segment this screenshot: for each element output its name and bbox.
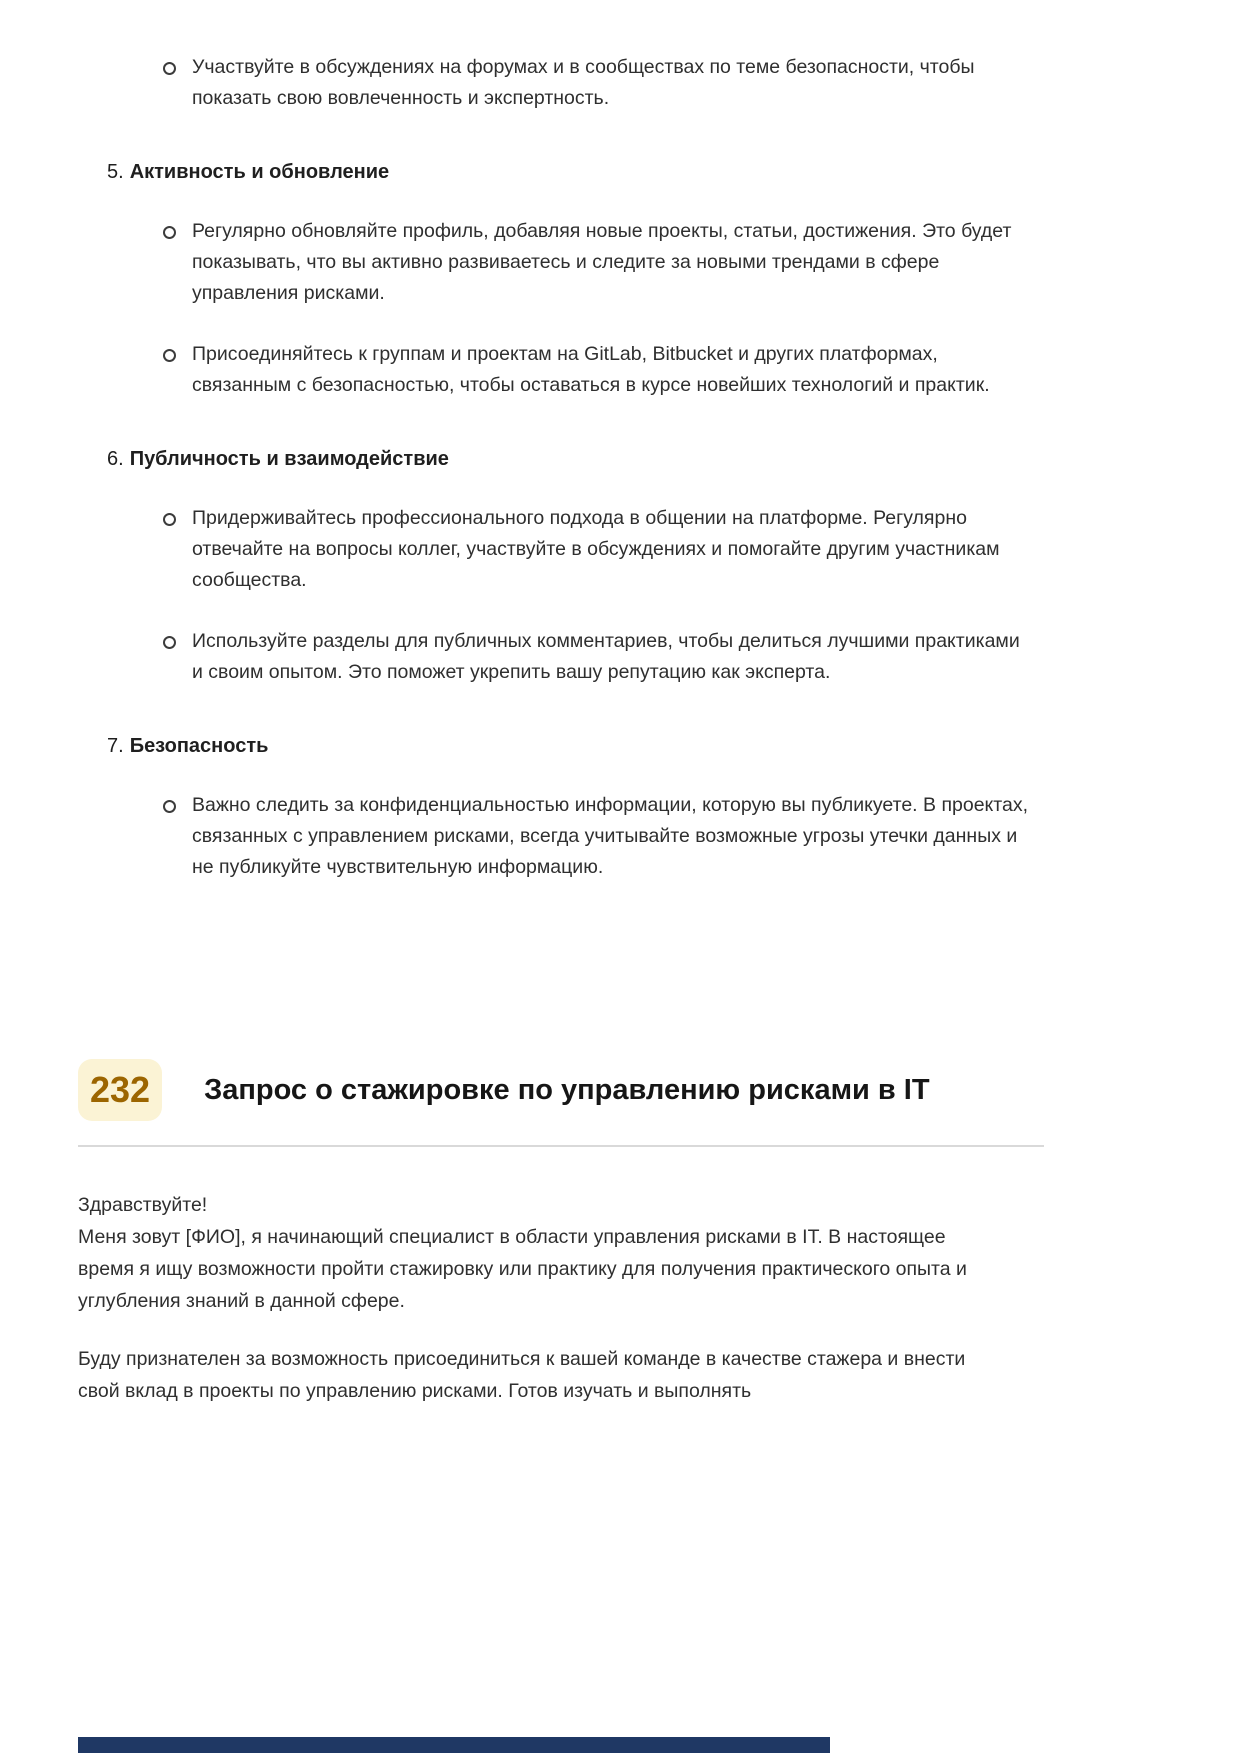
list-item xyxy=(163,339,1028,401)
circle-bullet-icon xyxy=(163,513,176,526)
letter-paragraph: Буду признателен за возможность присоединиться к вашей команде в качестве стажера и внести свой вклад в проекты по управлению рисками. Готов изучать и выполнять xyxy=(78,1348,966,1402)
list-item xyxy=(163,52,1028,114)
section-number: 7. xyxy=(107,735,124,757)
list-item-text: Регулярно обновляйте профиль, добавляя новые проекты, статьи, достижения. Это будет показывать, что вы активно развиваетесь и следите за новыми трендами в сфере управления рисками. xyxy=(192,220,1012,304)
header-divider xyxy=(78,1145,1044,1147)
list-item-text: Участвуйте в обсуждениях на форумах и в сообществах по теме безопасности, чтобы показать свою вовлеченность и экспертность. xyxy=(192,56,975,109)
circle-bullet-icon xyxy=(163,226,176,239)
section-title: Публичность и взаимодействие xyxy=(129,448,449,470)
section-title: Активность и обновление xyxy=(129,161,390,183)
letter-greeting: Здравствуйте! xyxy=(78,1194,208,1216)
list-item-text: Используйте разделы для публичных комментариев, чтобы делиться лучшими практиками и своим опытом. Это поможет укрепить вашу репутацию как эксперта. xyxy=(192,630,1020,683)
section-number: 5. xyxy=(107,161,124,183)
circle-bullet-icon xyxy=(163,636,176,649)
list-item xyxy=(163,503,1028,596)
list-item-text: Присоединяйтесь к группам и проектам на GitLab, Bitbucket и других платформах, связанным с безопасностью, чтобы оставаться в курсе новейших технологий и практик. xyxy=(192,343,990,396)
section-bullet-list xyxy=(78,216,1161,401)
list-item xyxy=(163,216,1028,309)
list-item-text: Важно следить за конфиденциальностью информации, которую вы публикуете. В проектах, связанных с управлением рисками, всегда учитывайте возможные угрозы утечки данных и не публикуйте чувствительную информацию. xyxy=(192,794,1029,878)
intro-bullet-list xyxy=(78,52,1161,114)
letter-opening-paragraph xyxy=(78,1189,983,1317)
article-header-row xyxy=(78,1059,1044,1121)
letter-paragraph: Меня зовут [ФИО], я начинающий специалист в области управления рисками в IT. В настоящее время я ищу возможности пройти стажировку или практику для получения практического опыта и углубления знаний в данной сфере. xyxy=(78,1226,967,1312)
circle-bullet-icon xyxy=(163,62,176,75)
section-heading xyxy=(107,445,1161,473)
list-item xyxy=(163,626,1028,688)
section-heading xyxy=(107,732,1161,760)
section-number: 6. xyxy=(107,448,124,470)
article-number-badge: 232 xyxy=(78,1059,162,1121)
section-bullet-list xyxy=(78,503,1161,688)
section-title: Безопасность xyxy=(129,735,269,757)
circle-bullet-icon xyxy=(163,349,176,362)
letter-body xyxy=(78,1189,983,1407)
circle-bullet-icon xyxy=(163,800,176,813)
article-header xyxy=(78,1059,1044,1147)
section-heading xyxy=(107,158,1161,186)
list-item-text: Придерживайтесь профессионального подхода в общении на платформе. Регулярно отвечайте на вопросы коллег, участвуйте в обсуждениях и помогайте другим участникам сообщества. xyxy=(192,507,1000,591)
article-title: Запрос о стажировке по управлению рисками в IT xyxy=(204,1073,930,1106)
footer-bar xyxy=(78,1737,830,1753)
list-item xyxy=(163,790,1028,883)
section-bullet-list xyxy=(78,790,1161,883)
